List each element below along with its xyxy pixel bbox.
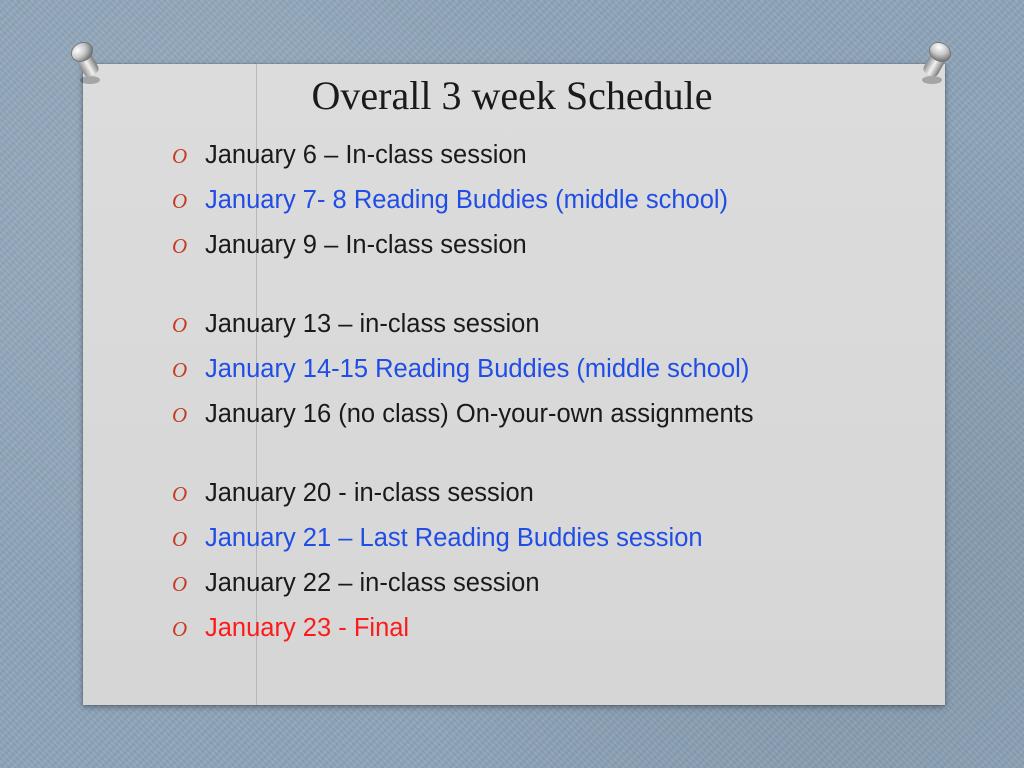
schedule-list — [172, 138, 912, 656]
bullet-icon: O — [172, 572, 188, 596]
bullet-icon: O — [172, 482, 188, 506]
schedule-item-text: January 22 – in-class session — [205, 569, 540, 597]
bullet-icon: O — [172, 617, 188, 641]
bullet-icon: O — [172, 189, 188, 213]
schedule-item-text: January 7- 8 Reading Buddies (middle school) — [205, 186, 729, 214]
bullet-icon: O — [172, 358, 188, 382]
bullet-icon: O — [172, 234, 188, 258]
schedule-item-text: January 23 - Final — [205, 614, 410, 642]
schedule-item — [172, 397, 912, 431]
schedule-item-text: January 16 (no class) On-your-own assignments — [205, 400, 754, 428]
schedule-item — [172, 183, 912, 217]
schedule-item-text: January 9 – In-class session — [205, 231, 527, 259]
slide-title: Overall 3 week Schedule — [311, 73, 713, 118]
schedule-item — [172, 138, 912, 172]
schedule-item-text: January 21 – Last Reading Buddies session — [205, 524, 703, 552]
bullet-icon: O — [172, 144, 188, 168]
schedule-item-text: January 6 – In-class session — [205, 141, 527, 169]
schedule-item — [172, 307, 912, 341]
bullet-icon: O — [172, 313, 188, 337]
schedule-item — [172, 476, 912, 510]
bullet-icon: O — [172, 527, 188, 551]
schedule-item — [172, 228, 912, 262]
schedule-item-text: January 20 - in-class session — [205, 479, 534, 507]
schedule-item — [172, 611, 912, 645]
schedule-item — [172, 352, 912, 386]
schedule-item — [172, 521, 912, 555]
schedule-item-text: January 13 – in-class session — [205, 310, 540, 338]
schedule-item — [172, 566, 912, 600]
bullet-icon: O — [172, 403, 188, 427]
schedule-item-text: January 14-15 Reading Buddies (middle school) — [205, 355, 750, 383]
